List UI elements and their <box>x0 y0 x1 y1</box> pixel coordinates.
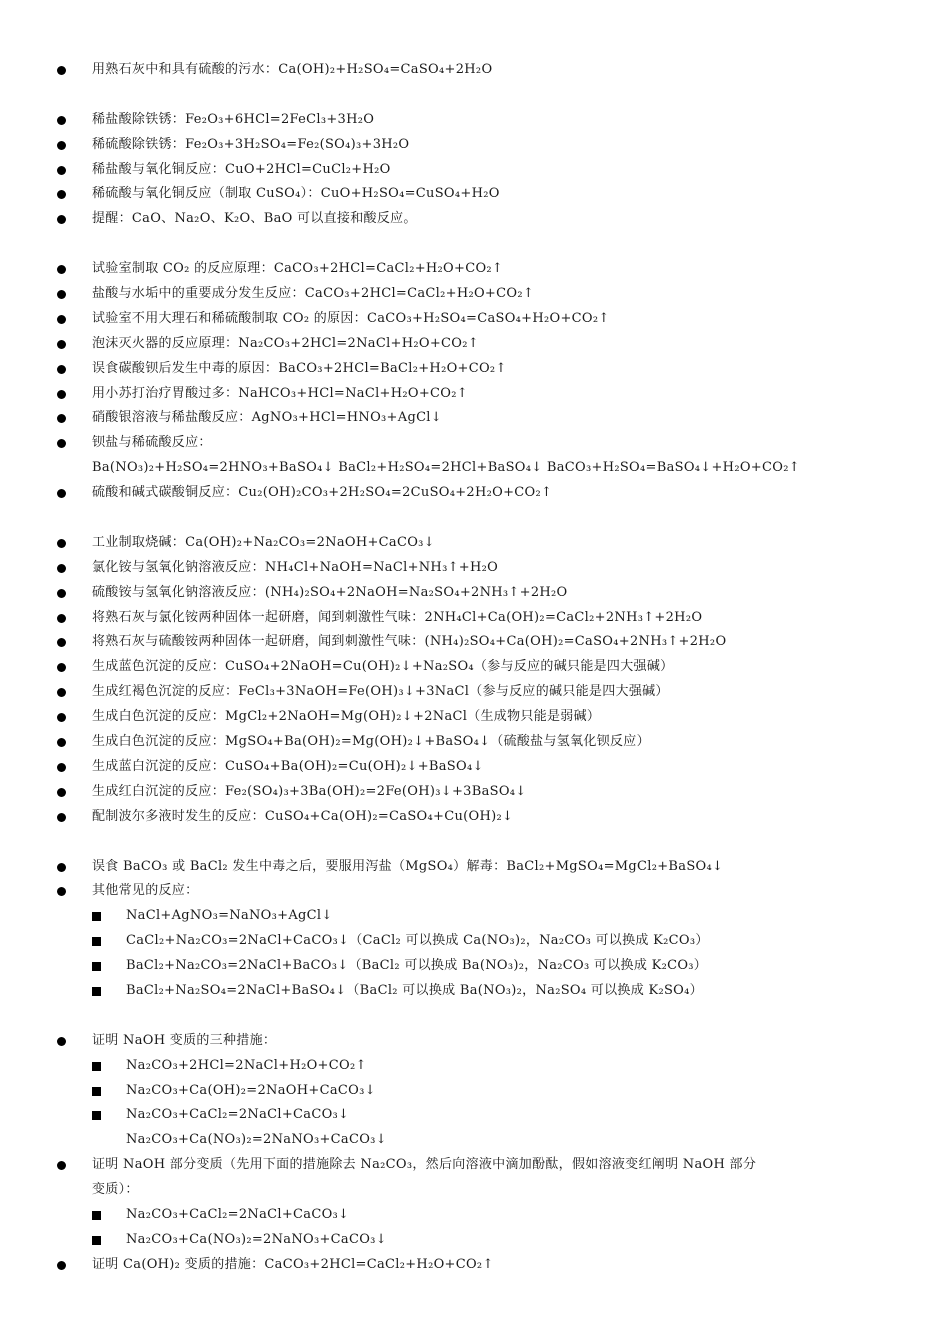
item-text: BaCl₂+Na₂CO₃=2NaCl+BaCO₃↓（BaCl₂ 可以换成 Ba(NO₃)₂，Na₂CO₃ 可以换成 K₂CO₃） <box>126 958 708 974</box>
bullet-icon <box>57 215 66 224</box>
list-item <box>0 332 950 357</box>
bullet-icon <box>57 887 66 896</box>
bullet-icon <box>57 414 66 423</box>
item-text: 变质）： <box>92 1182 139 1198</box>
item-text: Ba(NO₃)₂+H₂SO₄=2HNO₃+BaSO₄↓ BaCl₂+H₂SO₄=2HCl+BaSO₄↓ BaCO₃+H₂SO₄=BaSO₄↓+H₂O+CO₂↑ <box>92 460 800 476</box>
sub-list-item <box>0 1203 950 1228</box>
bullet-icon <box>57 564 66 573</box>
item-text: Na₂CO₃+Ca(NO₃)₂=2NaNO₃+CaCO₃↓ <box>126 1132 387 1148</box>
item-text: 生成蓝色沉淀的反应：CuSO₄+2NaOH=Cu(OH)₂↓+Na₂SO₄（参与反应的碱只能是四大强碱） <box>92 659 674 675</box>
list-item <box>0 1153 950 1178</box>
list-item <box>0 780 950 805</box>
bullet-icon <box>57 315 66 324</box>
list-item <box>0 680 950 705</box>
item-text: 证明 NaOH 变质的三种措施： <box>92 1032 277 1048</box>
item-text: 配制波尔多液时发生的反应：CuSO₄+Ca(OH)₂=CaSO₄+Cu(OH)₂↓ <box>92 808 514 824</box>
item-text: 稀盐酸与氧化铜反应：CuO+2HCl=CuCl₂+H₂O <box>92 161 391 177</box>
list-item <box>0 755 950 780</box>
list-item <box>0 257 950 282</box>
list-item <box>0 581 950 606</box>
list-item <box>0 879 950 904</box>
list-item <box>0 705 950 730</box>
bullet-icon <box>57 763 66 772</box>
bullet-icon <box>57 663 66 672</box>
bullet-icon <box>57 688 66 697</box>
list-item <box>0 730 950 755</box>
item-text: 试验室不用大理石和稀硫酸制取 CO₂ 的原因：CaCO₃+H₂SO₄=CaSO₄+H₂O+CO₂↑ <box>92 310 610 326</box>
bullet-icon <box>57 589 66 598</box>
item-text: 其他常见的反应： <box>92 883 199 899</box>
item-text: NaCl+AgNO₃=NaNO₃+AgCl↓ <box>126 908 333 924</box>
item-text: 误食 BaCO₃ 或 BaCl₂ 发生中毒之后，要服用泻盐（MgSO₄）解毒：BaCl₂+MgSO₄=MgCl₂+BaSO₄↓ <box>92 858 724 874</box>
item-text: 钡盐与稀硫酸反应： <box>92 435 212 451</box>
item-text: 用小苏打治疗胃酸过多：NaHCO₃+HCl=NaCl+H₂O+CO₂↑ <box>92 385 468 401</box>
list-item <box>0 855 950 880</box>
square-bullet-icon <box>92 1111 101 1120</box>
square-bullet-icon <box>92 1236 101 1245</box>
item-text: 生成白色沉淀的反应：MgSO₄+Ba(OH)₂=Mg(OH)₂↓+BaSO₄↓（硫酸盐与氢氧化钡反应） <box>92 734 650 750</box>
item-text: 将熟石灰与硫酸铵两种固体一起研磨，闻到刺激性气味：(NH₄)₂SO₄+Ca(OH)₂=CaSO₄+2NH₃↑+2H₂O <box>92 634 727 650</box>
list-item <box>0 1178 950 1203</box>
sub-list-item <box>0 1103 950 1128</box>
list-item <box>0 382 950 407</box>
item-text: 硝酸银溶液与稀盐酸反应：AgNO₃+HCl=HNO₃+AgCl↓ <box>92 410 442 426</box>
sub-list-item <box>0 979 950 1004</box>
list-item <box>0 133 950 158</box>
square-bullet-icon <box>92 937 101 946</box>
square-bullet-icon <box>92 962 101 971</box>
bullet-icon <box>57 340 66 349</box>
list-item <box>0 556 950 581</box>
item-text: Na₂CO₃+CaCl₂=2NaCl+CaCO₃↓ <box>126 1107 350 1123</box>
list-item <box>0 357 950 382</box>
item-text: 盐酸与水垢中的重要成分发生反应：CaCO₃+2HCl=CaCl₂+H₂O+CO₂↑ <box>92 286 535 302</box>
item-text: 生成红褐色沉淀的反应：FeCl₃+3NaOH=Fe(OH)₃↓+3NaCl（参与反应的碱只能是四大强碱） <box>92 684 669 700</box>
sub-list-item <box>0 1228 950 1253</box>
item-text: 用熟石灰中和具有硫酸的污水：Ca(OH)₂+H₂SO₄=CaSO₄+2H₂O <box>92 62 493 77</box>
sub-list-item <box>0 929 950 954</box>
list-item <box>0 158 950 183</box>
list-item <box>0 805 950 830</box>
list-item <box>0 481 950 506</box>
item-text: 硫酸和碱式碳酸铜反应：Cu₂(OH)₂CO₃+2H₂SO₄=2CuSO₄+2H₂O+CO₂↑ <box>92 485 553 501</box>
item-text: CaCl₂+Na₂CO₃=2NaCl+CaCO₃↓（CaCl₂ 可以换成 Ca(NO₃)₂，Na₂CO₃ 可以换成 K₂CO₃） <box>126 933 709 949</box>
item-text: 证明 Ca(OH)₂ 变质的措施：CaCO₃+2HCl=CaCl₂+H₂O+CO₂↑ <box>92 1256 494 1272</box>
item-text: 生成红白沉淀的反应：Fe₂(SO₄)₃+3Ba(OH)₂=2Fe(OH)₃↓+3BaSO₄↓ <box>92 783 527 799</box>
list-item <box>0 630 950 655</box>
bullet-icon <box>57 166 66 175</box>
list-item <box>0 456 950 481</box>
bullet-icon <box>57 788 66 797</box>
item-text: 硫酸铵与氢氧化钠溶液反应：(NH₄)₂SO₄+2NaOH=Na₂SO₄+2NH₃↑+2H₂O <box>92 584 568 600</box>
bullet-icon <box>57 713 66 722</box>
square-bullet-icon <box>92 1062 101 1071</box>
list-item <box>0 431 950 456</box>
bullet-icon <box>57 265 66 274</box>
list-item <box>0 108 950 133</box>
document-body <box>0 58 950 1278</box>
item-text: Na₂CO₃+Ca(OH)₂=2NaOH+CaCO₃↓ <box>126 1082 376 1098</box>
item-text: 稀硫酸除铁锈：Fe₂O₃+3H₂SO₄=Fe₂(SO₄)₃+3H₂O <box>92 136 410 152</box>
item-text: 稀盐酸除铁锈：Fe₂O₃+6HCl=2FeCl₃+3H₂O <box>92 111 375 127</box>
bullet-icon <box>57 813 66 822</box>
bullet-icon <box>57 738 66 747</box>
bullet-icon <box>57 190 66 199</box>
list-item <box>0 606 950 631</box>
list-item <box>0 1128 950 1153</box>
bullet-icon <box>57 539 66 548</box>
bullet-icon <box>57 390 66 399</box>
bullet-icon <box>57 614 66 623</box>
bullet-icon <box>57 365 66 374</box>
square-bullet-icon <box>92 1087 101 1096</box>
list-item <box>0 406 950 431</box>
list-item <box>0 1253 950 1278</box>
bullet-icon <box>57 1161 66 1170</box>
list-item <box>0 182 950 207</box>
bullet-icon <box>57 1037 66 1046</box>
item-text: BaCl₂+Na₂SO₄=2NaCl+BaSO₄↓（BaCl₂ 可以换成 Ba(NO₃)₂，Na₂SO₄ 可以换成 K₂SO₄） <box>126 982 703 998</box>
bullet-icon <box>57 1261 66 1270</box>
item-text: 生成蓝白沉淀的反应：CuSO₄+Ba(OH)₂=Cu(OH)₂↓+BaSO₄↓ <box>92 758 484 774</box>
bullet-icon <box>57 863 66 872</box>
list-item <box>0 655 950 680</box>
bullet-icon <box>57 141 66 150</box>
item-text: 提醒：CaO、Na₂O、K₂O、BaO 可以直接和酸反应。 <box>92 211 417 227</box>
item-text: 试验室制取 CO₂ 的反应原理：CaCO₃+2HCl=CaCl₂+H₂O+CO₂↑ <box>92 261 504 277</box>
square-bullet-icon <box>92 912 101 921</box>
item-text: 稀硫酸与氧化铜反应（制取 CuSO₄）：CuO+H₂SO₄=CuSO₄+H₂O <box>92 186 500 202</box>
item-text: Na₂CO₃+CaCl₂=2NaCl+CaCO₃↓ <box>126 1206 350 1222</box>
sub-list-item <box>0 904 950 929</box>
square-bullet-icon <box>92 987 101 996</box>
item-text: 生成白色沉淀的反应：MgCl₂+2NaOH=Mg(OH)₂↓+2NaCl（生成物只能是弱碱） <box>92 709 601 725</box>
list-item <box>0 58 950 83</box>
bullet-icon <box>57 116 66 125</box>
list-item <box>0 307 950 332</box>
sub-list-item <box>0 1054 950 1079</box>
square-bullet-icon <box>92 1211 101 1220</box>
sub-list-item <box>0 1079 950 1104</box>
list-item <box>0 531 950 556</box>
item-text: 氯化铵与氢氧化钠溶液反应：NH₄Cl+NaOH=NaCl+NH₃↑+H₂O <box>92 559 499 575</box>
bullet-icon <box>57 439 66 448</box>
bullet-icon <box>57 489 66 498</box>
item-text: 证明 NaOH 部分变质（先用下面的措施除去 Na₂CO₃，然后向溶液中滴加酚酞，假如溶液变红阐明 NaOH 部分 <box>92 1157 757 1173</box>
bullet-icon <box>57 66 66 75</box>
item-text: 将熟石灰与氯化铵两种固体一起研磨，闻到刺激性气味：2NH₄Cl+Ca(OH)₂=CaCl₂+2NH₃↑+2H₂O <box>92 609 703 625</box>
item-text: Na₂CO₃+Ca(NO₃)₂=2NaNO₃+CaCO₃↓ <box>126 1231 387 1247</box>
item-text: Na₂CO₃+2HCl=2NaCl+H₂O+CO₂↑ <box>126 1057 367 1073</box>
item-text: 误食碳酸钡后发生中毒的原因：BaCO₃+2HCl=BaCl₂+H₂O+CO₂↑ <box>92 360 507 376</box>
sub-list-item <box>0 954 950 979</box>
list-item <box>0 207 950 232</box>
item-text: 工业制取烧碱：Ca(OH)₂+Na₂CO₃=2NaOH+CaCO₃↓ <box>92 534 435 550</box>
list-item <box>0 1029 950 1054</box>
bullet-icon <box>57 638 66 647</box>
list-item <box>0 282 950 307</box>
bullet-icon <box>57 290 66 299</box>
item-text: 泡沫灭火器的反应原理：Na₂CO₃+2HCl=2NaCl+H₂O+CO₂↑ <box>92 335 479 351</box>
